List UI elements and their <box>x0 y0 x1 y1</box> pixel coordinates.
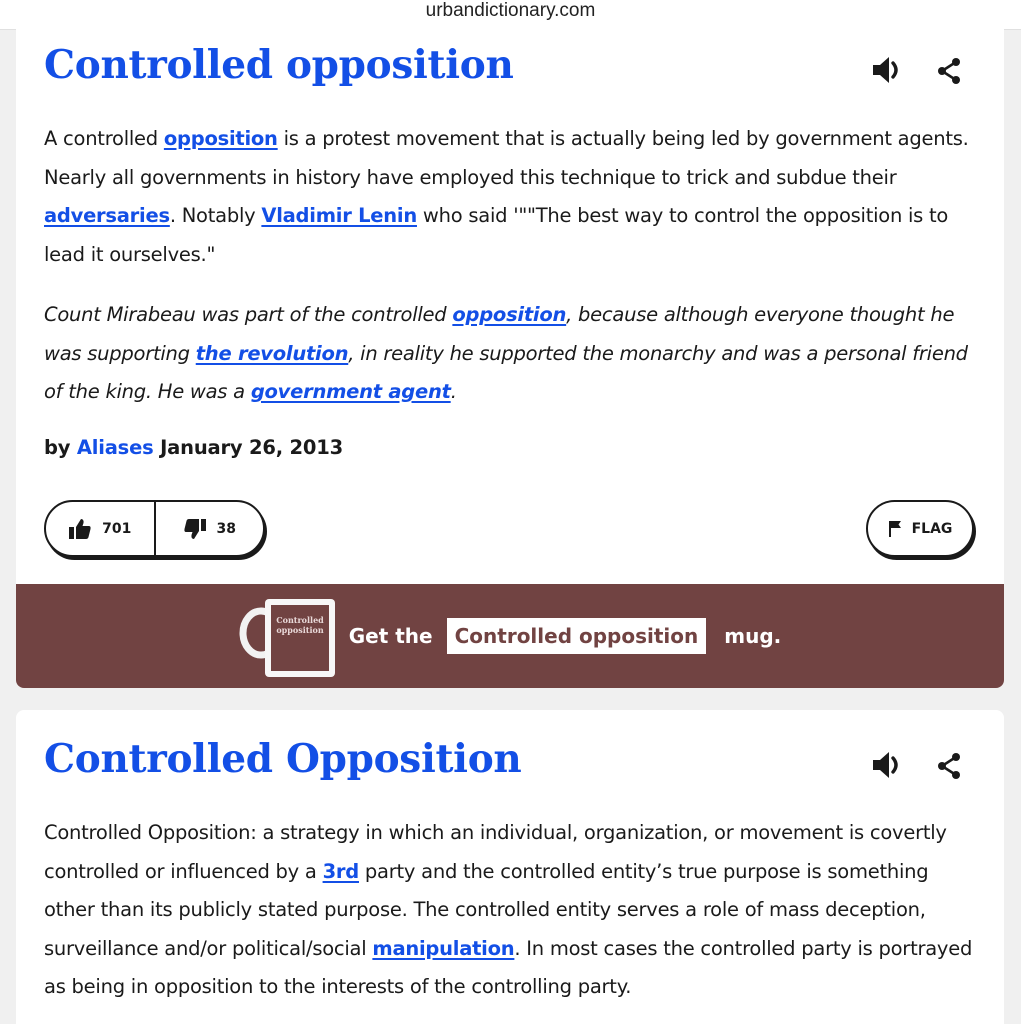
thumbs-down-icon <box>183 517 207 541</box>
link-3rd[interactable]: 3rd <box>322 859 359 883</box>
downvote-count: 38 <box>216 520 236 537</box>
link-manipulation[interactable]: manipulation <box>372 936 515 960</box>
definition-title[interactable]: Controlled opposition <box>44 42 514 88</box>
mug-term: Controlled opposition <box>447 618 707 654</box>
link-opposition-example[interactable]: opposition <box>452 303 567 326</box>
svg-text:Controlled: Controlled <box>275 615 324 625</box>
link-opposition[interactable]: opposition <box>163 127 278 150</box>
link-vladimir-lenin[interactable]: Vladimir Lenin <box>261 204 417 227</box>
svg-text:opposition: opposition <box>276 625 324 635</box>
byline: by Aliases January 26, 2013 <box>44 436 343 459</box>
post-date: January 26, 2013 <box>153 436 343 459</box>
downvote-button[interactable] <box>154 502 264 555</box>
author-link[interactable]: Aliases <box>76 436 154 459</box>
speaker-icon[interactable] <box>870 748 904 782</box>
address-bar-url: urbandictionary.com <box>425 0 596 21</box>
mug-prefix: Get the <box>348 624 433 648</box>
share-icon[interactable] <box>934 56 964 86</box>
definition-meaning: Controlled Opposition: a strategy in which an individual, organization, or movement is covertly controlled or influenced by a 3rd party and the controlled entity’s true purpose is something other than its publicly stated purpose. The controlled entity serves a role of mass deception, surveillance and/or political/social manipulation. In most cases the controlled party is portrayed as being in opposition to the interests of the controlling party. <box>44 821 973 998</box>
definition-card <box>16 28 1004 688</box>
link-the-revolution[interactable]: the revolution <box>195 341 349 365</box>
vote-buttons <box>44 500 265 557</box>
flag-icon <box>888 520 904 538</box>
mug-image <box>239 591 339 681</box>
upvote-count: 701 <box>102 520 132 537</box>
definition-title[interactable]: Controlled Opposition <box>44 736 522 782</box>
definition-meaning: A controlled opposition is a protest movement that is actually being led by government agents. Nearly all governments in history have employed this technique to trick and subdue their adversaries. Notably Vladimir Lenin who said '""The best way to control the opposition is to lead it ourselves." <box>44 127 969 266</box>
flag-button[interactable] <box>866 500 974 557</box>
share-icon[interactable] <box>934 751 964 781</box>
mug-banner[interactable] <box>16 584 1004 688</box>
definition-example: Count Mirabeau was part of the controlled opposition, because although everyone thought he was supporting the revolution, in reality he supported the monarchy and was a personal friend of the king. He was a government agent. <box>44 303 968 403</box>
definition-card <box>16 710 1004 1024</box>
mug-suffix: mug. <box>724 624 782 648</box>
link-government-agent[interactable]: government agent <box>250 380 451 403</box>
speaker-icon[interactable] <box>870 53 904 87</box>
flag-label: FLAG <box>911 520 953 537</box>
upvote-button[interactable] <box>46 502 154 555</box>
address-bar[interactable] <box>0 0 1021 30</box>
link-adversaries[interactable]: adversaries <box>44 204 170 227</box>
thumbs-up-icon <box>68 517 92 541</box>
